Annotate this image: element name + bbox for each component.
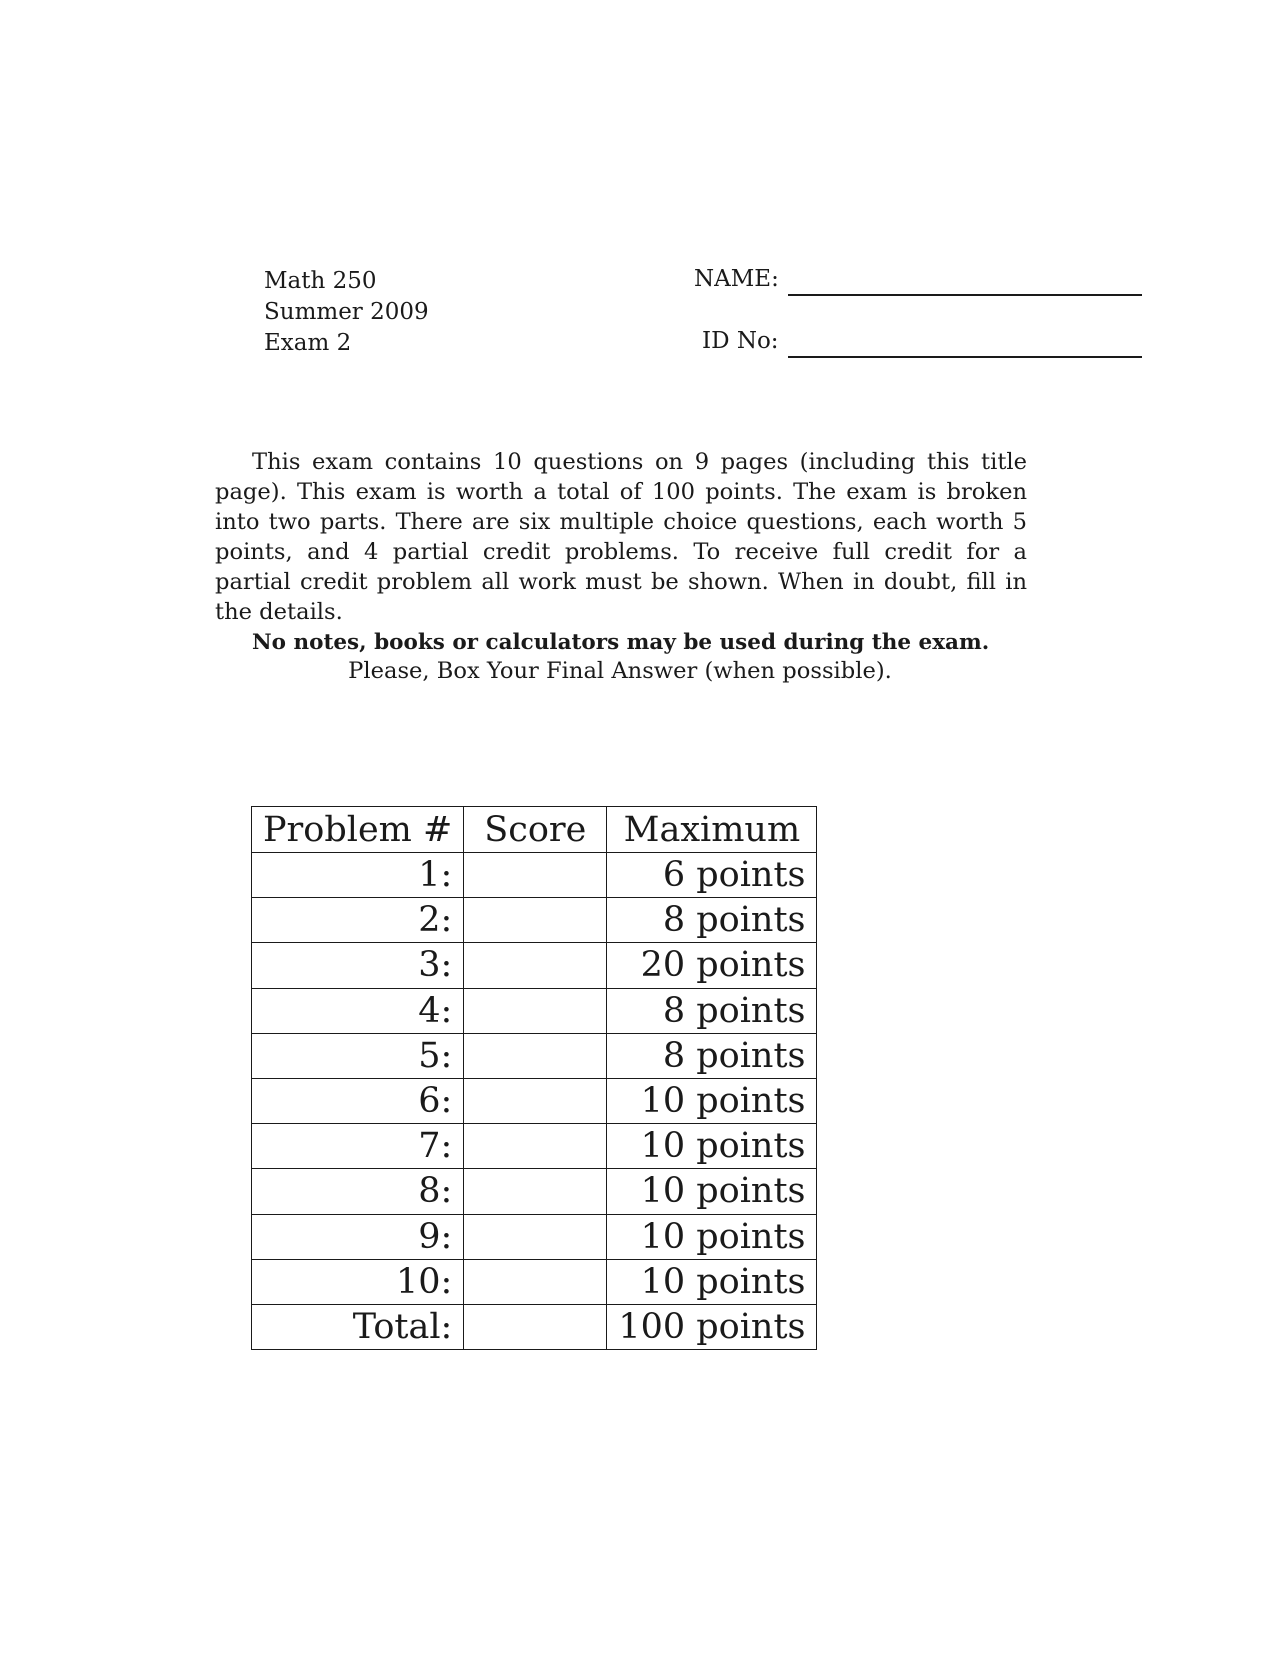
score-cell[interactable] [464,1169,607,1214]
maximum-cell: 8 points [607,898,817,943]
instructions [215,447,1027,658]
header-problem: Problem # [252,807,464,853]
problem-cell: 6: [252,1078,464,1123]
score-cell[interactable] [464,988,607,1033]
maximum-cell: 100 points [607,1304,817,1349]
course-title: Math 250 [264,268,377,294]
table-row [252,1078,817,1123]
table-row [252,1259,817,1304]
maximum-cell: 10 points [607,1259,817,1304]
table-row [252,988,817,1033]
course-term: Summer 2009 [264,299,429,325]
instructions-paragraph: This exam contains 10 questions on 9 pages (including this title page). This exam is worth a total of 100 points. The exam is broken into two parts. There are six multiple choice questions, each worth 5 points, and 4 partial credit problems. To receive full credit for a partial credit problem all work must be shown. When in doubt, fill in the details. [215,449,1027,626]
maximum-cell: 10 points [607,1124,817,1169]
maximum-cell: 8 points [607,1033,817,1078]
score-cell[interactable] [464,943,607,988]
score-cell[interactable] [464,1078,607,1123]
table-row [252,898,817,943]
name-blank-line[interactable] [788,294,1142,296]
header-score: Score [464,807,607,853]
maximum-cell: 8 points [607,988,817,1033]
header-maximum: Maximum [607,807,817,853]
score-cell[interactable] [464,1304,607,1349]
score-table [251,806,817,1350]
problem-cell: 8: [252,1169,464,1214]
table-row [252,1124,817,1169]
problem-cell: 2: [252,898,464,943]
maximum-cell: 10 points [607,1078,817,1123]
score-cell[interactable] [464,1259,607,1304]
id-field[interactable] [702,328,1142,358]
instructions-warning: No notes, books or calculators may be used during the exam. [252,629,990,655]
score-cell[interactable] [464,1033,607,1078]
problem-cell: 9: [252,1214,464,1259]
name-label: NAME: [694,266,779,292]
box-answer-note: Please, Box Your Final Answer (when possible). [348,658,892,684]
table-row [252,853,817,898]
id-label: ID No: [702,328,779,354]
score-cell[interactable] [464,1124,607,1169]
maximum-cell: 10 points [607,1169,817,1214]
table-row [252,1214,817,1259]
score-table-header-row [252,807,817,853]
problem-cell: 5: [252,1033,464,1078]
exam-number: Exam 2 [264,330,352,356]
maximum-cell: 20 points [607,943,817,988]
table-row [252,1033,817,1078]
problem-cell: 7: [252,1124,464,1169]
course-info [264,266,429,359]
name-field[interactable] [694,266,1142,296]
score-cell[interactable] [464,1214,607,1259]
score-cell[interactable] [464,853,607,898]
problem-cell: 3: [252,943,464,988]
problem-cell: 4: [252,988,464,1033]
table-row [252,943,817,988]
id-blank-line[interactable] [788,356,1142,358]
maximum-cell: 10 points [607,1214,817,1259]
score-cell[interactable] [464,898,607,943]
maximum-cell: 6 points [607,853,817,898]
problem-cell: 10: [252,1259,464,1304]
problem-cell: Total: [252,1304,464,1349]
table-row [252,1169,817,1214]
problem-cell: 1: [252,853,464,898]
table-row [252,1304,817,1349]
